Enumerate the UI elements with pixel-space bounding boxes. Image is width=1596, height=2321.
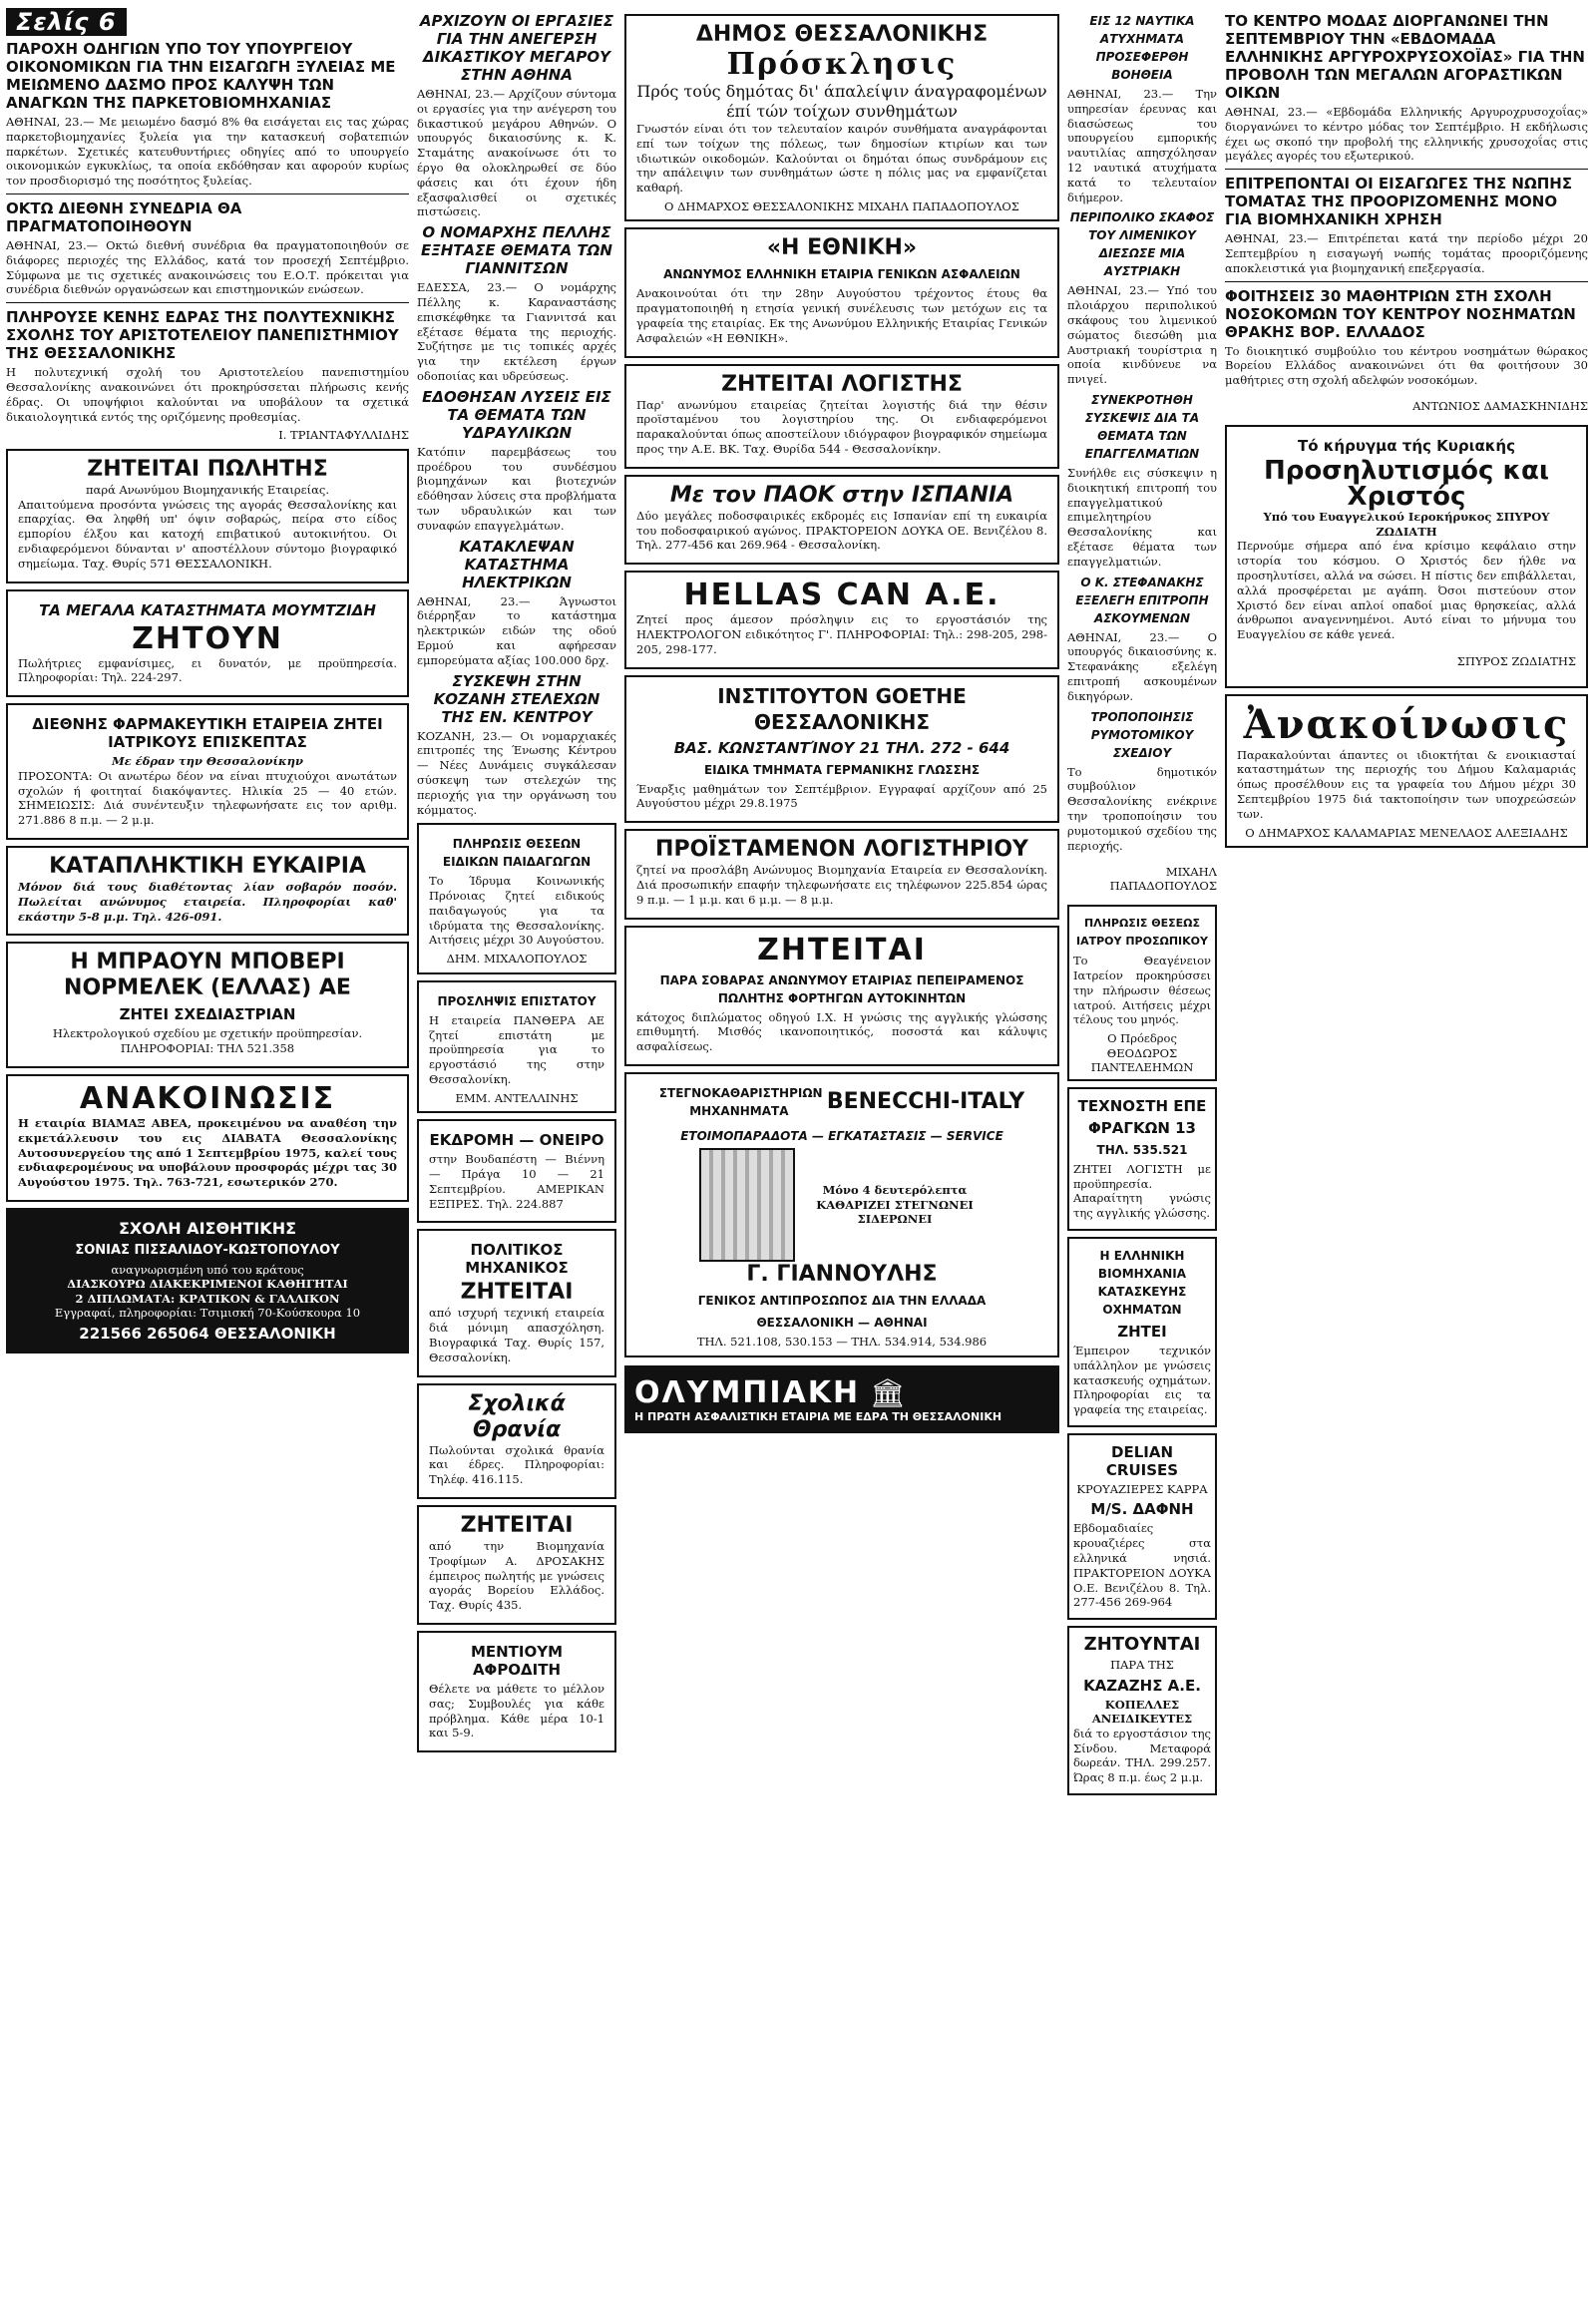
ad-school-l2: ΣΟΝΙΑΣ ΠΙΣΣΑΛΙΔΟΥ-ΚΩΣΤΟΠΟΥΛΟΥ: [75, 1242, 340, 1258]
sermon-title: Προσηλυτισμός και Χριστός: [1264, 456, 1549, 513]
divider: [6, 302, 409, 303]
ad-ethniki-body: Ανακοινούται ότι την 28ην Αυγούστου τρέχοντος έτους θα πραγματοποιηθή η ετησία γενική συνέλευσις των μετόχων εις τα γραφεία της εταιρίας. Εκ της Ανωνύμου Ελληνικής Εταιρίας Γενικών Ασφαλειών «Η ΕΘΝΙΚΗ».: [636, 286, 1047, 345]
ad-benecchi: [624, 1072, 1059, 1357]
ad-salesman-body: Απαιτούμενα προσόντα γνώσεις της αγοράς Θεσσαλονίκης και επαρχίας. Θα ληφθή υπ' όψιν σοβαρώς, πείρα στο είδος εμπορίου έλξου και κατοχή επιβατικού αυτοκινήτου. Οι ενδιαφερόμενοι δύνανται ν' αποστέλλουν σύντομο βιογραφικό σημείωμα. Ταχ. Θυρίς 571 ΘΕΣΣΑΛΟΝΙΚΗ.: [18, 497, 397, 571]
column-1: [6, 8, 409, 1359]
ad-excursion: [417, 1119, 616, 1223]
c4-article-5-title: ΤΡΟΠΟΠΟΙΗΣΙΣ ΡΥΜΟΤΟΜΙΚΟΥ ΣΧΕΔΙΟΥ: [1090, 709, 1194, 760]
divider: [1225, 281, 1588, 282]
ad-goethe-body: Έναρξις μαθημάτων τον Σεπτέμβριον. Εγγραφαί αρχίζουν από 25 Αυγούστου μέχρι 29.8.1975: [636, 781, 1047, 811]
ad-engineer-body: από ισχυρή τεχνική εταιρεία διά μόνιμη απασχόληση. Βιογραφικά Ταχ. Θυρίς 157, Θεσσαλονίκη.: [429, 1306, 604, 1364]
ad-kalamaria: [1225, 694, 1588, 848]
article-2-body: ΑΘΗΝΑΙ, 23.— Οκτώ διεθνή συνέδρια θα πραγματοποιηθούν σε διάφορες περιοχές της Ελλάδος, κατά τον προσεχή Σεπτέμβριο. Σύμφωνα με τις σχετικές ανακοινώσεις του Ε.Ο.Τ. πρόκειται για συνέδρια διεθνών οργανώσεων και επιστημονικών ενώσεων.: [6, 237, 409, 297]
ad-paok: [624, 475, 1059, 565]
ad-benecchi-side: Μόνο 4 δευτερόλεπτα ΚΑΘΑΡΙΖΕΙ ΣΤΕΓΝΩΝΕΙ ΣΙΔΕΡΩΝΕΙ: [816, 1183, 974, 1227]
sermon-kicker: Τό κήρυγμα τής Κυριακής: [1298, 437, 1515, 456]
ad-moumtzidis-big: ΖΗΤΟΥΝ: [132, 620, 283, 656]
ad-school-l4: ΔΙΑΣΚΟΥΡΩ ΔΙΑΚΕΚΡΙΜΕΝΟΙ ΚΑΘΗΓΗΤΑΙ: [67, 1277, 348, 1292]
ad-opportunity: [6, 846, 409, 936]
ad-school-l6: Εγγραφαί, πληροφορίαι: Τσιμισκή 70-Κούσκουρα 10: [54, 1306, 361, 1321]
c2-article-2-title: Ο ΝΟΜΑΡΧΗΣ ΠΕΛΛΗΣ ΕΞΗΤΑΣΕ ΘΕΜΑΤΑ ΤΩΝ ΓΙΑΝΝΙΤΣΩΝ: [421, 223, 612, 278]
ad-municipality-sign: Ο ΔΗΜΑΡΧΟΣ ΘΕΣΣΑΛΟΝΙΚΗΣ ΜΙΧΑΗΛ ΠΑΠΑΔΟΠΟΥΛΟΣ: [664, 198, 1019, 213]
ad-desks-title: Σχολικά Θρανία: [468, 1390, 566, 1442]
divider: [6, 193, 409, 194]
c2-article-3-body: Κατόπιν παρεμβάσεως του προέδρου του συνδέσμου βιομηχάνων και βιοτεχνών εδόθησαν λύσεις στα προβλήματα των υδραυλικών και των συναφών επαγγελμάτων.: [417, 444, 616, 533]
ad-benecchi-title: ΣΤΕΓΝΟΚΑΘΑΡΙΣΤΗΡΙΩΝ ΜΗΧΑΝΗΜΑΤΑ: [658, 1086, 823, 1119]
ad-accounting-head-body: ζητεί να προσλάβη Ανώνυμος Βιομηχανία Εταιρεία εν Θεσσαλονίκη. Διά προσωπικήν επαφήν τηλεφωνήσατε εις τηλέφωνον 225.854 ώρας 9 π.μ. — 1 μ.μ. και 6 μ.μ. — 8 μ.μ.: [636, 863, 1047, 907]
ad-municipality: [624, 14, 1059, 221]
ad-benecchi-sub: ΕΤΟΙΜΟΠΑΡΑΔΟΤΑ — ΕΓΚΑΤΑΣΤΑΣΙΣ — SERVICE: [680, 1129, 1003, 1144]
ad-truck-sub: ΠΑΡΑ ΣΟΒΑΡΑΣ ΑΝΩΝΥΜΟΥ ΕΤΑΙΡΙΑΣ ΠΕΠΕΙΡΑΜΕΝΟΣ ΠΩΛΗΤΗΣ ΦΟΡΤΗΓΩΝ ΑΥΤΟΚΙΝΗΤΩΝ: [659, 972, 1024, 1005]
ad-benecchi-brand: BENECCHI-ITALY: [826, 1088, 1025, 1114]
ad-municipality-title: ΔΗΜΟΣ ΘΕΣΣΑΛΟΝΙΚΗΣ: [695, 22, 989, 47]
ad-school-l5: 2 ΔΙΠΛΩΜΑΤΑ: ΚΡΑΤΙΚΟΝ & ΓΑΛΛΙΚΟΝ: [75, 1291, 340, 1306]
ad-salesman: [6, 449, 409, 582]
ad-school-l1: ΣΧΟΛΗ ΑΙΣΘΗΤΙΚΗΣ: [118, 1218, 297, 1238]
c2-article-4-title: ΚΑΤΑΚΛΕΨΑΝ ΚΑΤΑΣΤΗΜΑ ΗΛΕΚΤΡΙΚΩΝ: [459, 537, 575, 591]
ad-delian-ship: M/S. ΔΑΦΝΗ: [1090, 1500, 1194, 1519]
ad-olympiaki-sub: Η ΠΡΩΤΗ ΑΣΦΑΛΙΣΤΙΚΗ ΕΤΑΙΡΙΑ ΜΕ ΕΔΡΑ ΤΗ ΘΕΣΣΑΛΟΝΙΚΗ: [634, 1409, 1002, 1423]
ad-accountant-title: ΖΗΤΕΙΤΑΙ ΛΟΓΙΣΤΗΣ: [721, 371, 963, 397]
ad-opportunity-title: ΚΑΤΑΠΛΗΚΤΙΚΗ ΕΥΚΑΙΡΙΑ: [49, 853, 366, 879]
ad-kazazis: [1067, 1626, 1217, 1795]
ad-doctor-title: ΠΛΗΡΩΣΙΣ ΘΕΣΕΩΣ ΙΑΤΡΟΥ ΠΡΟΣΩΠΙΚΟΥ: [1076, 917, 1208, 949]
c5-article-1-title: ΤΟ ΚΕΝΤΡΟ ΜΟΔΑΣ ΔΙΟΡΓΑΝΩΝΕΙ ΤΗΝ ΣΕΠΤΕΜΒΡΙΟΥ ΤΗΝ «ΕΒΔΟΜΑΔΑ ΕΛΛΗΝΙΚΗΣ ΑΡΓΥΡΟΧΡΥΣΟΧΟΪΑΣ» ΓΙΑ ΤΗΝ ΠΡΟΒΟΛΗ ΤΩΝ ΜΕΓΑΛΩΝ ΑΓΟΡΑΣΤΙΚΩΝ ΟΙΚΩΝ: [1225, 12, 1585, 102]
ad-medium-body: Θέλετε να μάθετε το μέλλον σας; Συμβουλές για κάθε πρόβλημα. Κάθε μέρα 10-1 και 5-9.: [429, 1682, 604, 1741]
ad-ethniki-title: «Η ΕΘΝΙΚΗ»: [766, 235, 918, 261]
ad-kalamaria-sign: Ο ΔΗΜΑΡΧΟΣ ΚΑΛΑΜΑΡΙΑΣ ΜΕΝΕΛΑΟΣ ΑΛΕΞΙΑΔΗΣ: [1245, 825, 1568, 840]
c2-article-1-title: ΑΡΧΙΖΟΥΝ ΟΙ ΕΡΓΑΣΙΕΣ ΓΙΑ ΤΗΝ ΑΝΕΓΕΡΣΗ ΔΙΚΑΣΤΙΚΟΥ ΜΕΓΑΡΟΥ ΣΤΗΝ ΑΘΗΝΑ: [419, 12, 614, 84]
ad-civil-engineer: [417, 1229, 616, 1376]
ad-salesman-sub: παρά Ανωνύμου Βιομηχανικής Εταιρείας.: [86, 483, 329, 498]
c5-article-1-body: ΑΘΗΝΑΙ, 23.— «Εβδομάδα Ελληνικής Αργυροχρυσοχοΐας» διοργανώνει το κέντρο μόδας τον Σεπτέμβριο. Η εκδήλωσις έχει ως σκοπό την προβολή της ελληνικής χρυσοχοΐας στις μεγάλες αγορές του εξωτερικού.: [1225, 105, 1588, 164]
c4-article-3-title: ΣΥΝΕΚΡΟΤΗΘΗ ΣΥΣΚΕΨΙΣ ΔΙΑ ΤΑ ΘΕΜΑΤΑ ΤΩΝ ΕΠΑΓΓΕΛΜΑΤΙΩΝ: [1084, 392, 1200, 461]
ad-engineer-big: ΖΗΤΕΙΤΑΙ: [460, 1280, 574, 1306]
ad-goethe-addr: ΒΑΣ. ΚΩΝΣΤΑΝΤΊΝΟΥ 21 ΤΗΛ. 272 - 644: [673, 738, 1010, 757]
ad-technosti-title: ΤΕΧΝΟΣΤΗ ΕΠΕ: [1077, 1096, 1207, 1115]
ad-benecchi-rep-sub: ΓΕΝΙΚΟΣ ΑΝΤΙΠΡΟΣΩΠΟΣ ΔΙΑ ΤΗΝ ΕΛΛΑΔΑ: [697, 1294, 987, 1309]
ad-foreman-body: Η εταιρεία ΠΑΝΘΕΡΑ ΑΕ ζητεί επιστάτη με προϋπηρεσία για το εργοστάσιό της στην Θεσσαλονίκη.: [429, 1012, 604, 1086]
ad-braun-title: Η ΜΠΡΑΟΥΝ ΜΠΟΒΕΡΙ ΝΟΡΜΕΛΕΚ (ΕΛΛΑΣ) ΑΕ: [64, 950, 351, 1001]
sermon-sign: ΣΠΥΡΟΣ ΖΩΔΙΑΤΗΣ: [1456, 653, 1576, 668]
ad-viamax-title: ΑΝΑΚΟΙΝΩΣΙΣ: [79, 1080, 336, 1116]
ad-hellas-can-body: Ζητεί προς άμεσον πρόσληψιν εις το εργοστάσιόν της ΗΛΕΚΤΡΟΛΟΓΟΝ ειδικότητος Γ'. ΠΛΗΡΟΦΟΡΙΑΙ: Τηλ.: 298-205, 298-205, 298-177.: [636, 612, 1047, 656]
sermon-author: Υπό του Ευαγγελικού Ιεροκήρυκος ΣΠΥΡΟΥ ΖΩΔΙΑΤΗ: [1263, 510, 1550, 539]
divider: [1225, 169, 1588, 170]
ad-kazazis-body: διά το εργοστάσιον της Σίνδου. Μεταφορά δωρεάν. ΤΗΛ. 299.257. Ώρας 8 π.μ. έως 2 μ.μ.: [1073, 1726, 1211, 1785]
c4-article-4-title: Ο Κ. ΣΤΕΦΑΝΑΚΗΣ ΕΞΕΛΕΓΗ ΕΠΙΤΡΟΠΗ ΑΣΚΟΥΜΕΝΩΝ: [1075, 575, 1209, 625]
ad-hellas-can: [624, 571, 1059, 668]
c5-article-3-title: ΦΟΙΤΗΣΕΙΣ 30 ΜΑΘΗΤΡΙΩΝ ΣΤΗ ΣΧΟΛΗ ΝΟΣΟΚΟΜΩΝ ΤΟΥ ΚΕΝΤΡΟΥ ΝΟΣΗΜΑΤΩΝ ΘΡΑΚΗΣ ΒΟΡ. ΕΛΛΑΔΟΣ: [1225, 286, 1576, 341]
ad-technosti-body: ΖΗΤΕΙ ΛΟΓΙΣΤΗ με προϋπηρεσία. Απαραίτητη γνώσις της αγγλικής γλώσσης.: [1073, 1161, 1211, 1221]
ad-braun-body: Ηλεκτρολογικού σχεδίου με σχετικήν προϋπηρεσίαν. ΠΛΗΡΟΦΟΡΙΑΙ: ΤΗΛ 521.358: [52, 1026, 363, 1056]
ad-pharma: [6, 703, 409, 840]
c4-article-1-title: ΕΙΣ 12 ΝΑΥΤΙΚΑ ΑΤΥΧΗΜΑΤΑ ΠΡΟΣΕΦΕΡΘΗ ΒΟΗΘΕΙΑ: [1089, 14, 1195, 82]
ad-accounting-head: [624, 829, 1059, 919]
ad-truck-salesman: [624, 926, 1059, 1066]
article-3-signature: Ι. ΤΡΙΑΝΤΑΦΥΛΛΙΔΗΣ: [278, 428, 409, 443]
c5-article-2-body: ΑΘΗΝΑΙ, 23.— Επιτρέπεται κατά την περίοδο μέχρι 20 Σεπτεμβρίου η εισαγωγή νωπής τομάτας προοριζόμενης αποκλειστικά για βιομηχανική επεξεργασία.: [1225, 231, 1588, 275]
ad-truck-body: κάτοχος διπλώματος οδηγού Ι.Χ. Η γνώσις της αγγλικής γλώσσης επιθυμητή. Μισθός ικανοποιητικός, ποσοστά και κάλυψις ασφαλίσεως.: [636, 1009, 1047, 1054]
ad-ethniki-sub: ΑΝΩΝΥΜΟΣ ΕΛΛΗΝΙΚΗ ΕΤΑΙΡΙΑ ΓΕΝΙΚΩΝ ΑΣΦΑΛΕΙΩΝ: [663, 267, 1020, 282]
c4-article-1-body: ΑΘΗΝΑΙ, 23.— Την υπηρεσίαν έρευνας και διασώσεως του υπουργείου εμπορικής ναυτιλίας απησχόλησαν 12 ναυτικά ατυχήματα κατά το τελευταίον διήμερον.: [1067, 87, 1217, 204]
ad-benecchi-cities: ΘΕΣΣΑΛΟΝΙΚΗ — ΑΘΗΝΑΙ: [756, 1316, 928, 1331]
ad-goethe: [624, 675, 1059, 824]
ad-truck-big: ΖΗΤΕΙΤΑΙ: [757, 932, 927, 967]
c2-article-5-title: ΣΥΣΚΕΨΗ ΣΤΗΝ ΚΟΖΑΝΗ ΣΤΕΛΕΧΩΝ ΤΗΣ ΕΝ. ΚΕΝΤΡΟΥ: [433, 671, 600, 726]
ad-school-l7: 221566 265064 ΘΕΣΣΑΛΟΝΙΚΗ: [79, 1324, 336, 1343]
ad-pharma-body: ΠΡΟΣΟΝΤΑ: Οι ανωτέρω δέον να είναι πτυχιούχοι ανωτάτων σχολών ή φοιτηταί διακόψαντες. Ηλικία 25 — 40 ετών. ΣΗΜΕΙΩΣΙΣ: Διά συνέντευξιν τηλεφωνήσατε εις τον αριθμ. 271.886 8 π.μ. — 2 μ.μ.: [18, 768, 397, 828]
c4-article-2-body: ΑΘΗΝΑΙ, 23.— Υπό του πλοιάρχου περιπολικού σκάφους του λιμενικού σώματος διεσώθη μια Αυστριακή τουρίστρια η οποία κινδύνευε να πνιγεί.: [1067, 283, 1217, 387]
ad-delian: [1067, 1433, 1217, 1620]
ad-school-l3: αναγνωρισμένη υπό του κράτους: [111, 1262, 304, 1277]
ad-doctor-sign: Ο Πρόεδρος ΘΕΟΔΩΡΟΣ ΠΑΝΤΕΛΕΗΜΩΝ: [1090, 1031, 1194, 1075]
column-4: [1067, 8, 1217, 1801]
ad-moumtzidis: [6, 589, 409, 698]
ad-moumtzidis-body: Πωλήτριες εμφανίσιμες, ει δυνατόν, με προϋπηρεσία. Πληροφορίαι: Τηλ. 224-297.: [18, 655, 397, 685]
ad-food-industry: [417, 1505, 616, 1625]
ad-braun: [6, 942, 409, 1068]
c4-article-3-body: Συνήλθε εις σύσκεψιν η διοικητική επιτροπή του επαγγελματικού επιμελητηρίου Θεσσαλονίκης και εξέτασε θέματα των επαγγελματιών.: [1067, 465, 1217, 569]
ad-delian-body: Εβδομαδιαίες κρουαζιέρες στα ελληνικά νησιά. ΠΡΑΚΤΟΡΕΙΟΝ ΔΟΥΚΑ Ο.Ε. Βενιζέλου 8. Τηλ. 277-456 269-964: [1073, 1521, 1211, 1610]
ad-excursion-title: ΕΚΔΡΟΜΗ — ΟΝΕΙΡΟ: [429, 1131, 604, 1150]
ad-vehicles-body: Έμπειρον τεχνικόν υπάλληλον με γνώσεις κατασκευής οχημάτων. Πληροφορίαι εις τα γραφεία της εταιρείας.: [1073, 1343, 1211, 1417]
column-2: [417, 8, 616, 1758]
ad-engineer-title: ΠΟΛΙΤΙΚΟΣ ΜΗΧΑΝΙΚΟΣ: [465, 1241, 569, 1278]
section-logo: Σελίς 6: [6, 8, 127, 36]
c2-article-4-body: ΑΘΗΝΑΙ, 23.— Άγνωστοι διέρρηξαν το κατάστημα ηλεκτρικών ειδών της οδού Ερμού και αφήρεσαν εμπορεύματα αξίας 100.000 δρχ.: [417, 593, 616, 667]
ad-food-big: ΖΗΤΕΙΤΑΙ: [460, 1513, 574, 1539]
ad-viamax-body: Η εταιρία ΒΙΑΜΑΞ ΑΒΕΑ, προκειμένου να αναθέση την εκμετάλλευσιν του εις ΔΙΑΒΑΤΑ Θεσσαλονίκης Αυτοσυνεργείου της από 1 Σεπτεμβρίου 1975, καλεί τους ενδιαφερομένους να υποβάλουν προσφοράς μέχρι τας 30 Αυγούστου 1975. Τηλ. 763-721, εσωτερικόν 270.: [18, 1115, 397, 1190]
c2-article-1-body: ΑΘΗΝΑΙ, 23.— Αρχίζουν σύντομα οι εργασίες για την ανέγερση του δικαστικού μεγάρου Αθηνών. Ο υπουργός δικαιοσύνης κ. Κ. Σταμάτης ανακοίνωσε ότι το έργο θα ολοκληρωθεί σε δύο φάσεις και ότι έχουν ήδη εξασφαλισθεί οι σχετικές πιστώσεις.: [417, 87, 616, 219]
ad-kazazis-line: ΚΟΠΕΛΛΕΣ ΑΝΕΙΔΙΚΕΥΤΕΣ: [1091, 1697, 1193, 1727]
c2-article-5-body: ΚΟΖΑΝΗ, 23.— Οι νομαρχιακές επιτροπές της Ένωσης Κέντρου — Νέες Δυνάμεις συγκάλεσαν σύσκεψη των στελεχών της περιοχής για την οργάνωση του κόμματος.: [417, 728, 616, 817]
ad-goethe-sub: ΕΙΔΙΚΑ ΤΜΗΜΑΤΑ ΓΕΡΜΑΝΙΚΗΣ ΓΛΩΣΣΗΣ: [703, 762, 981, 777]
ad-vehicles: [1067, 1237, 1217, 1427]
ad-municipality-sub: Πρός τούς δημότας δι' άπαλείψιν άναγραφομένων έπί τών τοίχων συνθημάτων: [636, 82, 1047, 121]
ad-pedagogues-title: ΠΛΗΡΩΣΙΣ ΘΕΣΕΩΝ ΕΙΔΙΚΩΝ ΠΑΙΔΑΓΩΓΩΝ: [442, 837, 592, 870]
c2-article-2-body: ΕΔΕΣΣΑ, 23.— Ο νομάρχης Πέλλης κ. Καραναστάσης επισκέφθηκε τα Γιαννιτσά και εξέτασε θέματα της περιοχής. Συζήτησε με τις τοπικές αρχές για την εκτέλεση έργων οδοποιίας και υδρεύσεως.: [417, 280, 616, 383]
ad-paok-body: Δύο μεγάλες ποδοσφαιρικές εκδρομές εις Ισπανίαν επί τη ευκαιρία του ποδοσφαιρικού αγώνος. ΠΡΑΚΤΟΡΕΙΟΝ ΔΟΥΚΑ ΟΕ. Βενιζέλου 8. Τηλ. 277-456 και 269.964 - Θεσσαλονίκη.: [636, 508, 1047, 553]
ad-vehicles-title: Η ΕΛΛΗΝΙΚΗ ΒΙΟΜΗΧΑΝΙΑ ΚΑΤΑΣΚΕΥΗΣ ΟΧΗΜΑΤΩΝ: [1097, 1248, 1187, 1317]
ad-kazazis-title: ΚΑΖΑΖΗΣ Α.Ε.: [1083, 1676, 1201, 1695]
dry-cleaning-machine-icon: [699, 1148, 795, 1262]
ad-olympiaki: [624, 1365, 1059, 1433]
ad-announcement-viamax: [6, 1074, 409, 1202]
ad-benecchi-tel: ΤΗΛ. 521.108, 530.153 — ΤΗΛ. 534.914, 534.986: [696, 1335, 988, 1350]
column-5: [1225, 8, 1588, 854]
ad-excursion-body: στην Βουδαπέστη — Βιέννη — Πράγα 10 — 21 Σεπτεμβρίου. ΑΜΕΡΙΚΑΝ ΕΞΠΡΕΣ. Τηλ. 224.887: [429, 1152, 604, 1211]
ad-municipality-big: Πρόσκλησις: [726, 47, 958, 82]
column-3: [624, 8, 1059, 1433]
ad-technosti-sub: ΦΡΑΓΚΩΝ 13: [1088, 1118, 1196, 1137]
ad-delian-sub: ΚΡΟΥΑΖΙΕΡΕΣ ΚΑΡΡΑ: [1076, 1481, 1208, 1496]
ad-vehicles-sub: ΖΗΤΕΙ: [1117, 1322, 1167, 1341]
ad-kazazis-sub: ΠΑΡΑ ΤΗΣ: [1110, 1658, 1174, 1673]
article-3-body: Η πολυτεχνική σχολή του Αριστοτελείου πανεπιστημίου Θεσσαλονίκης ανακοινώνει ότι προκηρύσσεται πλήρωσις κενής έδρας. Οι υποψήφιοι καλούνται να υποβάλουν τα σχετικά δικαιολογητικά εντός της οριζόμενης προθεσμίας.: [6, 365, 409, 424]
sermon-box: [1225, 425, 1588, 687]
ad-accountant: [624, 364, 1059, 469]
ad-salesman-title: ΖΗΤΕΙΤΑΙ ΠΩΛΗΤΗΣ: [87, 457, 328, 483]
article-1-body: ΑΘΗΝΑΙ, 23.— Με μειωμένο δασμό 8% θα εισάγεται εις τας χώρας παρκετοβιομηχανίες ξυλεία για την κατασκευή σοβατεπιών παρκέτων. Σχετικές κατευθυντήριες οδηγίες από το υπουργείο οικονομικών εγκυκλίως, τα οποία εκδόθησαν και αφορούν κυρίως τον προσδιορισμό της ποσότητος ξυλείας.: [6, 115, 409, 189]
ad-doctor-body: Το Θεαγένειον Ιατρείον προκηρύσσει την πλήρωσιν θέσεως ιατρού. Αιτήσεις μέχρι τέλους του μηνός.: [1073, 954, 1211, 1027]
c2-article-3-title: ΕΔΟΘΗΣΑΝ ΛΥΣΕΙΣ ΕΙΣ ΤΑ ΘΕΜΑΤΑ ΤΩΝ ΥΔΡΑΥΛΙΚΩΝ: [422, 387, 611, 442]
ad-pharma-sub: Με έδραν την Θεσσαλονίκην: [111, 754, 303, 769]
article-1-title: ΠΑΡΟΧΗ ΟΔΗΓΙΩΝ ΥΠΟ ΤΟΥ ΥΠΟΥΡΓΕΙΟΥ ΟΙΚΟΝΟΜΙΚΩΝ ΓΙΑ ΤΗΝ ΕΙΣΑΓΩΓΗ ΞΥΛΕΙΑΣ ΜΕ ΜΕΙΩΜΕΝΟ ΔΑΣΜΟ ΠΡΟΣ ΚΑΛΥΨΗ ΤΩΝ ΑΝΑΓΚΩΝ ΤΗΣ ΠΑΡΚΕΤΟΒΙΟΜΗΧΑΝΙΑΣ: [6, 40, 396, 112]
ad-doctor: [1067, 905, 1217, 1080]
ad-paok-title: Με τον ΠΑΟΚ στην ΙΣΠΑΝΙΑ: [669, 482, 1014, 508]
ad-opportunity-body: Μόνον διά τους διαθέτοντας λίαν σοβαρόν ποσόν. Πωλείται ανώνυμος εταιρεία. Πληροφορίαι καθ' εκάστην 5-8 μ.μ. Τηλ. 426-091.: [18, 879, 397, 924]
ad-pedagogues-body: Το Ίδρυμα Κοινωνικής Πρόνοιας ζητεί ειδικούς παιδαγωγούς για τα ιδρύματα της Θεσσαλονίκης. Αιτήσεις μέχρι 30 Αυγούστου.: [429, 874, 604, 948]
c4-article-4-body: ΑΘΗΝΑΙ, 23.— Ο υπουργός δικαιοσύνης κ. Στεφανάκης εξελέγη επιτροπή ασκουμένων δικηγόρων.: [1067, 629, 1217, 703]
ad-pedagogues-sign: ΔΗΜ. ΜΙΧΑΛΟΠΟΥΛΟΣ: [446, 952, 588, 967]
c5-article-3-body: Το διοικητικό συμβούλιο του κέντρου νοσημάτων θώρακος Βορείου Ελλάδος ανακοινώνει ότι θα φοιτήσουν 30 μαθήτριες στη σχολή αδελφών νοσοκόμων.: [1225, 343, 1588, 388]
ad-moumtzidis-title: ΤΑ ΜΕΓΑΛΑ ΚΑΤΑΣΤΗΜΑΤΑ ΜΟΥΜΤΖΙΔΗ: [39, 600, 376, 619]
ad-braun-sub: ΖΗΤΕΙ ΣΧΕΔΙΑΣΤΡΙΑΝ: [119, 1005, 296, 1024]
ad-municipality-body: Γνωστόν είναι ότι τον τελευταίον καιρόν συνθήματα αναγράφονται επί των τοίχων της πόλεως, των δημοσίων κτιρίων και των ιδιωτικών οικοδομών. Καλούνται οι δημόται όπως συνδράμουν εις την απάλειψιν των συνθημάτων ώστε η πόλις μας να εμφανίζεται καθαρή.: [636, 122, 1047, 195]
sermon-body: Περνούμε σήμερα από ένα κρίσιμο κεφάλαιο στην ιστορία του κόσμου. Ο Χριστός δεν ήλθε να προσηλυτίσει, αλλά να σώσει. Η πίστις δεν επιβάλλεται, αλλά προσφέρεται με αγάπη. Όσοι πιστεύουν στον Χριστό δεν είναι απλοί οπαδοί μιας θρησκείας, αλλά άνθρωποι αναγεννημένοι. Αυτό είναι το μήνυμα του Ευαγγελίου σε κάθε γενεά.: [1237, 539, 1576, 642]
ad-foreman: [417, 980, 616, 1113]
ad-pharma-title: ΔΙΕΘΝΗΣ ΦΑΡΜΑΚΕΥΤΙΚΗ ΕΤΑΙΡΕΙΑ ΖΗΤΕΙ ΙΑΤΡΙΚΟΥΣ ΕΠΙΣΚΕΠΤΑΣ: [32, 715, 383, 752]
ad-accounting-head-big: ΠΡΟΪΣΤΑΜΕΝΟΝ ΛΟΓΙΣΤΗΡΙΟΥ: [655, 837, 1028, 863]
ad-medium: [417, 1631, 616, 1752]
ad-accountant-body: Παρ' ανωνύμου εταιρείας ζητείται λογιστής διά την θέσιν προϊσταμένου του λογιστηρίου της. Οι ενδιαφερόμενοι παρακαλούνται όπως αποστείλουν ιδιόγραφον βιογραφικόν σημείωμα προς την Α.Ε. ΒΚ. Ταχ. Θυρίδα 544 - Θεσσαλονίκην.: [636, 397, 1048, 457]
ad-foreman-title: ΠΡΟΣΛΗΨΙΣ ΕΠΙΣΤΑΤΟΥ: [437, 993, 597, 1008]
ad-medium-title: ΜΕΝΤΙΟΥΜ ΑΦΡΟΔΙΤΗ: [470, 1643, 564, 1680]
ad-kazazis-big: ΖΗΤΟΥΝΤΑΙ: [1083, 1634, 1201, 1656]
ad-kalamaria-body: Παρακαλούνται άπαντες οι ιδιοκτήται & ενοικιασταί καταστημάτων της περιοχής του Δήμου Καλαμαριάς όπως προσέλθουν εις τα γραφεία του Δήμου μέχρι 30 Σεπτεμβρίου 1975 διά τακτοποίησιν των υποχρεώσεών των.: [1237, 747, 1576, 821]
ad-benecchi-rep: Γ. ΓΙΑΝΝΟΥΛΗΣ: [746, 1262, 938, 1288]
article-3-title: ΠΛΗΡΟΥΣΕ ΚΕΝΗΣ ΕΔΡΑΣ ΤΗΣ ΠΟΛΥΤΕΧΝΙΚΗΣ ΣΧΟΛΗΣ ΤΟΥ ΑΡΙΣΤΟΤΕΛΕΙΟΥ ΠΑΝΕΠΙΣΤΗΜΙΟΥ ΤΗΣ ΘΕΣΣΑΛΟΝΙΚΗΣ: [6, 308, 399, 363]
c5-article-2-title: ΕΠΙΤΡΕΠΟΝΤΑΙ ΟΙ ΕΙΣΑΓΩΓΕΣ ΤΗΣ ΝΩΠΗΣ ΤΟΜΑΤΑΣ ΤΗΣ ΠΡΟΟΡΙΖΟΜΕΝΗΣ ΜΟΝΟ ΓΙΑ ΒΙΟΜΗΧΑΝΙΚΗ ΧΡΗΣΗ: [1225, 175, 1573, 229]
ad-technosti-tel: ΤΗΛ. 535.521: [1096, 1142, 1188, 1157]
ad-aesthetics-school: [6, 1208, 409, 1354]
ad-desks-body: Πωλούνται σχολικά θρανία και έδρες. Πληροφορίαι: Τηλέφ. 416.115.: [429, 1442, 604, 1487]
ad-goethe-title: ΙΝΣΤΙΤΟΥΤΟΝ GOETHE ΘΕΣΣΑΛΟΝΙΚΗΣ: [717, 683, 967, 734]
ad-technosti: [1067, 1087, 1217, 1231]
ad-food-body: από την Βιομηχανία Τροφίμων Α. ΔΡΟΣΑΚΗΣ έμπειρος πωλητής με γνώσεις αγοράς Βορείου Ελλάδος. Ταχ. Θυρίς 435.: [429, 1539, 604, 1613]
c4-article-2-title: ΠΕΡΙΠΟΛΙΚΟ ΣΚΑΦΟΣ ΤΟΥ ΛΙΜΕΝΙΚΟΥ ΔΙΕΣΩΣΕ ΜΙΑ ΑΥΣΤΡΙΑΚΗ: [1069, 210, 1215, 279]
ad-school-desks: [417, 1383, 616, 1499]
ad-foreman-sign: ΕΜΜ. ΑΝΤΕΛΛΙΝΗΣ: [455, 1090, 579, 1105]
page-section-label: [6, 8, 409, 36]
article-2-title: ΟΚΤΩ ΔΙΕΘΝΗ ΣΥΝΕΔΡΙΑ ΘΑ ΠΡΑΓΜΑΤΟΠΟΙΗΘΟΥΝ: [6, 198, 242, 235]
discus-thrower-icon: 🏛: [870, 1375, 906, 1409]
ad-delian-title: DELIAN CRUISES: [1105, 1442, 1179, 1479]
ad-kalamaria-big: Ἀνακοίνωσις: [1243, 700, 1570, 748]
ad-ethniki: [624, 227, 1059, 357]
c5-article-3-sign: ΑΝΤΩΝΙΟΣ ΔΑΜΑΣΚΗΝΙΔΗΣ: [1412, 399, 1588, 414]
ad-olympiaki-brand: ΟΛΥΜΠΙΑΚΗ: [634, 1374, 861, 1410]
c4-article-5-body: Το δημοτικόν συμβούλιον Θεσσαλονίκης ενέκρινε την τροποποίησιν του ρυμοτομικού σχεδίου της περιοχής.: [1067, 764, 1217, 853]
ad-pedagogues: [417, 823, 616, 973]
c4-article-5-sign: ΜΙΧΑΗΛ ΠΑΠΑΔΟΠΟΥΛΟΣ: [1109, 864, 1217, 894]
ad-hellas-can-title: HELLAS CAN A.E.: [683, 578, 1000, 613]
